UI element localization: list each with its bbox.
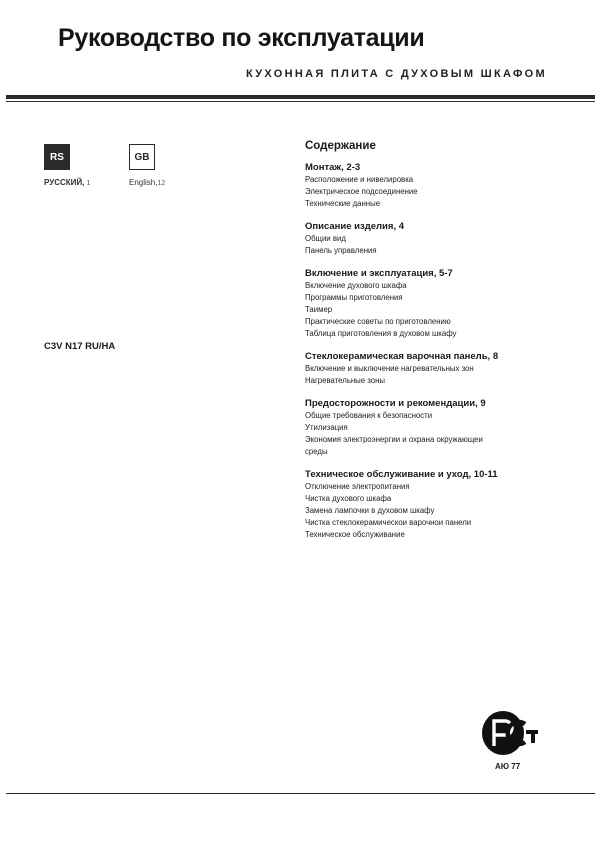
toc-item: Отключение электропитания	[305, 482, 410, 491]
toc-sections	[305, 162, 565, 541]
language-code-badge: RS	[44, 144, 70, 170]
toc-section	[305, 398, 565, 458]
footer-rule	[6, 793, 595, 794]
toc-section-title[interactable]: Предосторожности и рекомендации, 9	[305, 398, 486, 409]
toc-section-title[interactable]: Стеклокерамическая варочная панель, 8	[305, 351, 499, 362]
toc-item: Таблица приготовления в духовом шкафу	[305, 329, 457, 338]
language-code-badge: GB	[129, 144, 155, 170]
toc-item: Техническое обслуживание	[305, 530, 405, 539]
page-title: Руководство по эксплуатации	[58, 24, 425, 52]
language-name: English,	[129, 178, 158, 187]
toc-item: Нагревательные зоны	[305, 376, 386, 385]
toc-item: Общие требования к безопасности	[305, 411, 433, 420]
toc-item: Электрическое подсоединение	[305, 187, 418, 196]
toc-item: Практические советы по приготовлению	[305, 317, 451, 326]
language-caption	[129, 178, 165, 187]
toc-item: Расположение и нивелировка	[305, 175, 414, 184]
toc-section-title[interactable]: Включение и эксплуатация, 5-7	[305, 268, 453, 279]
toc-item: Чистка духового шкафа	[305, 494, 392, 503]
toc-item: Общии вид	[305, 234, 346, 243]
toc-section	[305, 162, 565, 210]
certification-mark	[481, 710, 539, 771]
language-rs[interactable]	[44, 144, 91, 187]
toc-section-title[interactable]: Монтаж, 2-3	[305, 162, 361, 173]
certification-code: АЮ 77	[495, 762, 521, 771]
toc-item: Включение духового шкафа	[305, 281, 407, 290]
toc-item: Таимер	[305, 305, 333, 314]
language-name: РУССКИЙ,	[44, 178, 85, 187]
header-rule-thin	[6, 101, 595, 102]
toc-item: Панель управления	[305, 246, 377, 255]
toc-item: Технические данные	[305, 199, 381, 208]
toc-heading: Содержание	[305, 140, 376, 152]
language-page: 1	[86, 180, 91, 187]
language-page: 12	[157, 180, 166, 187]
toc-section	[305, 351, 565, 387]
language-caption	[44, 178, 91, 187]
toc-item: среды	[305, 447, 328, 456]
toc-section	[305, 221, 565, 257]
toc-section	[305, 268, 565, 340]
page-subtitle: КУХОННАЯ ПЛИТА С ДУХОВЫМ ШКАФОМ	[246, 68, 547, 80]
toc-section-title[interactable]: Описание изделия, 4	[305, 221, 405, 232]
toc-section-title[interactable]: Техническое обслуживание и уход, 10-11	[305, 469, 498, 480]
toc-item: Включение и выключение нагревательных зон	[305, 364, 474, 373]
toc-item: Утилизация	[305, 423, 348, 432]
toc-item: Замена лампочки в духовом шкафу	[305, 506, 435, 515]
toc-item: Чистка стеклокерамическои варочнои панели	[305, 518, 472, 527]
toc-item: Экономия электроэнергии и охрана окружающеи	[305, 435, 483, 444]
model-number: C3V N17 RU/HA	[44, 341, 116, 352]
pct-logo-icon	[481, 710, 539, 760]
table-of-contents	[305, 140, 565, 552]
toc-item: Программы приготовления	[305, 293, 403, 302]
header-rule	[6, 95, 595, 99]
language-gb[interactable]	[129, 144, 165, 187]
toc-section	[305, 469, 565, 541]
